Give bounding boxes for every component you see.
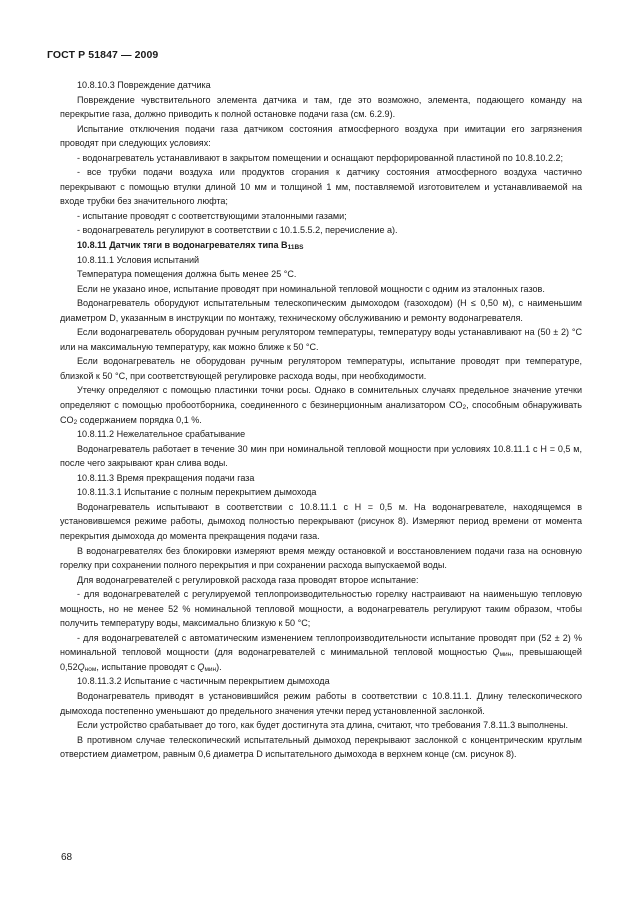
subsection-heading: 10.8.11.2 Нежелательное срабатывание [77,429,246,440]
paragraph: Водонагреватель испытывают в соответствии с 10.8.11.1 с H = 0,5 м. На водонагревателе, находящемся в установившемся режиме работы, дымоход полностью перекрывают (рисунок 8). Измеряют период времени от момента перекрытия дымохода до момента прекращения подачи газа. [60,501,582,541]
subsection-heading: 10.8.11.3 Время прекращения подачи газа [77,472,255,483]
paragraph: Температура помещения должна быть менее 25 °С. [77,269,297,280]
paragraph: Если не указано иное, испытание проводят при номинальной тепловой мощности с одним из эталонных газов. [77,283,545,294]
paragraph: Если водонагреватель оборудован ручным регулятором температуры, температуру воды устанавливают на (50 ± 2) °С или на максимальную температуру, как можно ближе к 50 °С. [60,327,582,352]
list-item: - водонагреватель устанавливают в закрытом помещении и оснащают перфорированной пластиной по 10.8.10.2.2; [77,152,564,163]
subsection-heading: 10.8.11.3.2 Испытание с частичным перекрытием дымохода [77,676,330,687]
list-item: - для водонагревателей с регулируемой теплопроизводительностью горелку настраивают на наименьшую тепловую мощность, но не менее 52 % номинальной тепловой мощности, а водонагреватель регулируют таким образом, чтобы получить температуру воды, максимально близкую к 50 °С; [60,589,582,629]
list-item: - испытание проводят с соответствующими эталонными газами; [77,210,347,221]
list-item: - все трубки подачи воздуха или продуктов сгорания к датчику состояния атмосферного воздуха частично перекрывают с помощью втулки длиной 10 мм и толщиной 1 мм, поставляемой изготовителем и устанавливаемой на входе трубки без значительного люфта; [60,167,582,207]
document-header: ГОСТ Р 51847 — 2009 [47,49,159,61]
paragraph: В водонагревателях без блокировки измеряют время между остановкой и восстановлением подачи газа на основную горелку при сохранении полного перекрытия и при сохранении расхода выпускаемой воды. [60,545,582,571]
paragraph: Водонагреватель приводят в установившийся режим работы в соответствии с 10.8.11.1. Длину телескопического дымохода постепенно уменьшают до предельного значения утечки перед установленной заслонкой. [60,690,582,716]
paragraph: Испытание отключения подачи газа датчиком состояния атмосферного воздуха при имитации его загрязнения проводят при следующих условиях: [60,123,582,149]
list-item: - водонагреватель регулируют в соответствии с 10.1.5.5.2, перечисление а). [77,225,398,236]
paragraph: Для водонагревателей с регулировкой расхода газа проводят второе испытание: [77,574,419,585]
subsection-heading: 10.8.10.3 Повреждение датчика [77,80,211,90]
paragraph: Водонагреватель работает в течение 30 мин при номинальной тепловой мощности при условиях 10.8.11.1 с H = 0,5 м, после чего закрывают кран слива воды. [60,443,582,469]
section-heading: 10.8.11 Датчик тяги в водонагревателях типа $B_{11BS}$ [77,240,304,252]
paragraph: Повреждение чувствительного элемента датчика и там, где это возможно, элемента, подающего команду на перекрытие газа, должно приводить к полной остановке подачи газа (см. 6.2.9). [60,94,582,120]
paragraph: Если устройство срабатывает до того, как будет достигнута эта длина, считают, что требования 7.8.11.3 выполнены. [77,720,569,731]
page-number: 68 [61,852,73,863]
list-item: - для водонагревателей с автоматическим изменением теплопроизводительности испытание проводят при (52 ± 2) % номинальной тепловой мощности (для водонагревателей с минимальной тепловой мощностью $Q_{мин}$, превышающей $0,52Q_{ном}$, испытание проводят с $Q_{мин}$). [60,632,582,673]
paragraph: В противном случае телескопический испытательный дымоход перекрывают заслонкой с концентрическим круглым отверстием диаметром, равным 0,6 диаметра D испытательного дымохода в верхнем конце (см. рисунок 8). [60,734,582,760]
paragraph: Если водонагреватель не оборудован ручным регулятором температуры, испытание проводят при температуре, близкой к 50 °С, при соответствующей регулировке расхода воды, при необходимости. [60,356,582,381]
paragraph: Утечку определяют с помощью пластинки точки росы. Однако в сомнительных случаях предельное значение утечки определяют с помощью пробоотборника, соединенного с безинерционным анализатором $CO_2$, способным обнаруживать $CO_2$ содержанием порядка 0,1 %. [60,385,582,426]
subsection-heading: 10.8.11.1 Условия испытаний [77,254,200,265]
subsection-heading: 10.8.11.3.1 Испытание с полным перекрытием дымохода [77,487,317,498]
paragraph: Водонагреватель оборудуют испытательным телескопическим дымоходом (газоходом) (H ≤ 0,50 м), с наименьшим диаметром D, указанным в инструкции по монтажу, техническому обслуживанию и ремонту водонагревателя. [60,298,582,323]
document-body [60,78,582,762]
